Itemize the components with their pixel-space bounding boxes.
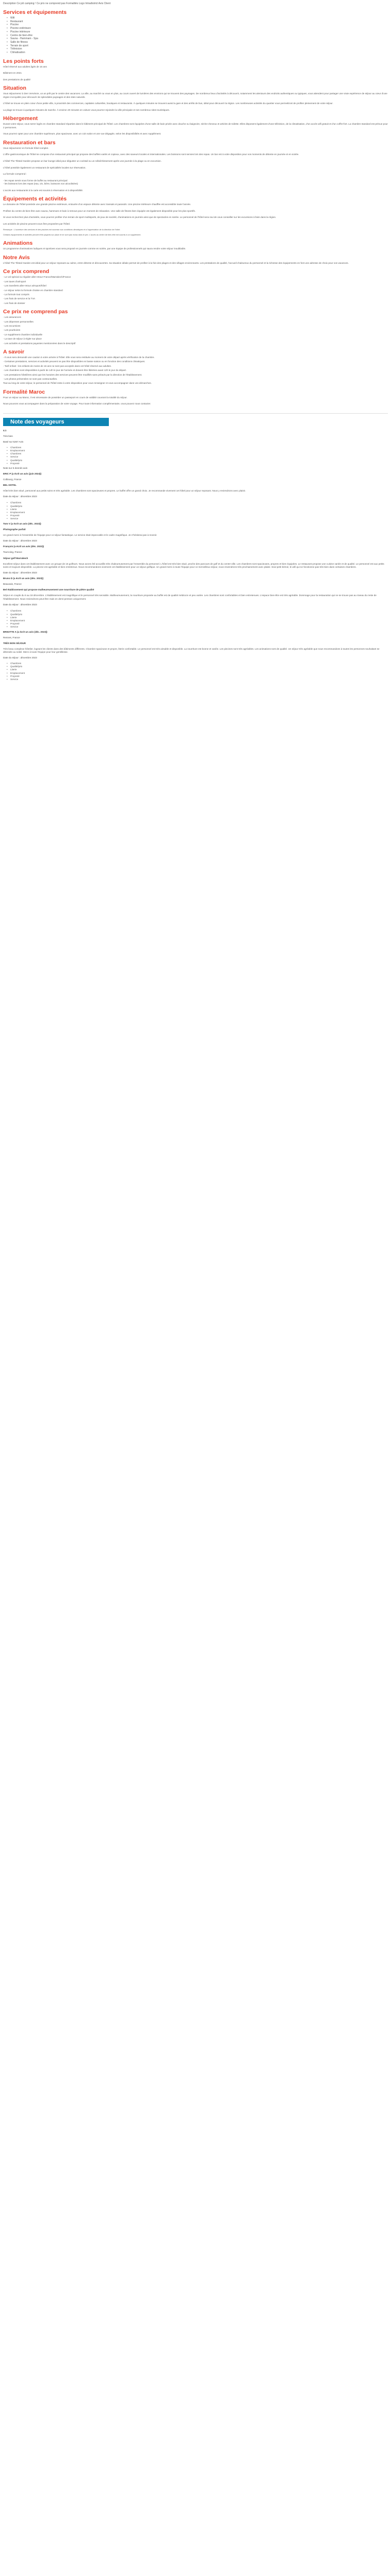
service-item: • Piscine extérieure <box>3 27 388 30</box>
a-savoir-title: A savoir <box>3 348 25 355</box>
review-score-label: Très bien <box>3 434 13 437</box>
review-criterion: • Literie <box>3 668 388 671</box>
equipements-note: Remarque : L'ouverture des services et des piscines est soumise aux conditions climatiques et à l'appréciation de la direction de l'hôtel. <box>3 229 121 231</box>
review-criterion: • Propreté <box>3 462 388 465</box>
page-intro: Description Ce joli camping ! Ce prix ne comprend pas Formalités Logo Intradistrict Avis Client <box>3 2 111 5</box>
highlight-line: Bâtiment en 2021 <box>3 72 22 75</box>
prix-comprend-list <box>3 276 388 305</box>
service-item: • Salle de fitness <box>3 41 388 44</box>
services-list <box>3 16 388 55</box>
restauration-paragraph: - les repas servis sous forme de buffet au restaurant principal - les boissons lors des repas (eau, vin, bière, boissons non alcoolisées) <box>3 179 78 185</box>
review-criterion: • Chambres <box>3 609 388 613</box>
service-item: • Centre de bien-être <box>3 34 388 38</box>
review-title: Photographe parfait <box>3 528 26 531</box>
review-criteria-list <box>3 609 388 629</box>
prix-comprend-item: - Le vol spécial ou régulier aller-retour France/Marrakech/France <box>3 276 71 279</box>
animations-title: Animations <box>3 240 33 247</box>
a-savoir-item: - Les photos présentées ne sont pas contractuelles. <box>3 378 58 381</box>
review-criterion: • Service <box>3 517 388 520</box>
review-author: BRIGITTE A (a écrit un avis (déc. 2023)) <box>3 630 47 633</box>
service-item: • Télévision <box>3 47 388 51</box>
review-place: Tourcoing, France <box>3 550 22 553</box>
services-title: Services et équipements <box>3 9 67 15</box>
review-criterion: • Propreté <box>3 514 388 517</box>
formalites-paragraph: Pour un séjour au Maroc, il est nécessaire de posséder un passeport en cours de validité couvrant la totalité du séjour. <box>3 396 127 399</box>
review-author: Tom V (a écrit un avis (déc. 2023)) <box>3 522 41 525</box>
prix-comprend-pas-title: Ce prix ne comprend pas <box>3 309 68 315</box>
hebergement-paragraph: Durant votre séjour, vous serez logés en chambre standard réparties dans le bâtiment principal de l'hôtel. Les chambres sont équipées d'une salle de bain privée avec douche ou baignoire, sèche-cheveux et articles de toilette. Elles disposent également d'une télévision, de la climatisation, d'un accès wifi gratuit et d'un coffre-fort. La chambre standard est prévue pour 2 personnes. <box>3 123 388 129</box>
formalites-title: Formalité Maroc <box>3 388 45 395</box>
equipements-paragraph: Si vous recherchez plus d'activités, vous pourrez profiter d'un terrain de sport multisports, de jeux de société, d'animations en journée ainsi que de spectacles en soirée. Le personnel de l'hôtel sera ravi de vous conseiller sur les excursions à faire dans la région. <box>3 216 276 219</box>
review-title: BEL HOTEL <box>3 484 17 487</box>
a-savoir-item: - Les chambres sont disponibles à partir de 14h le jour de l'arrivée et doivent être libérées avant 12h le jour du départ. <box>3 369 127 372</box>
service-item: • Terrain de sport <box>3 44 388 48</box>
highlight-line: Hôtel réservé aux adultes âgés de 16 ans <box>3 65 47 68</box>
restauration-paragraph: L'offre gastronomique de l'hôtel se compose d'un restaurant principal qui propose des buffets variés et copieux, avec des saveurs locales et internationales. Les boissons sont servies lors des repas. Un bar est à votre disposition pour vos moments de détente en journée et en soirée. <box>3 153 299 156</box>
a-savoir-item: - Certaines prestations, services et activités peuvent ne pas être disponibles en basse saison ou en fonction des conditions climatiques. <box>3 360 145 363</box>
review-criterion: • Chambres <box>3 662 388 665</box>
service-item: • Wifi <box>3 16 388 20</box>
review-criterion: • Qualité/prix <box>3 505 388 508</box>
prix-comprend-pas-list <box>3 316 388 345</box>
equipements-paragraph: Profitez du centre de bien-être avec sauna, hammam et bain à remous pour un moment de relaxation. Une salle de fitness bien équipée est également disponible pour les plus sportifs. <box>3 209 196 212</box>
review-text: Un grand merci à l'ensemble de l'équipe pour ce séjour fantastique. Le service était impeccable et le cadre magnifique. Je n'hésiterai pas à revenir. <box>3 533 157 536</box>
situation-paragraph: La plage se trouve à quelques minutes de marche. À environ 20 minutes en voiture vous pourrez rejoindre la ville principale et ses nombreux sites touristiques. <box>3 108 170 111</box>
service-item: • Sauna - Hammam - Spa <box>3 37 388 41</box>
restauration-paragraph: L'accès aux restaurants à la carte est soumis à réservation et à disponibilité. <box>3 189 84 192</box>
review-author: François (a écrit un avis (déc. 2023)) <box>3 545 44 548</box>
prix-comprend-item: - La formule tout compris <box>3 293 29 296</box>
prix-comprend-pas-item: - Les assurances <box>3 316 21 319</box>
review-criterion: • Chambres <box>3 452 388 455</box>
review-author: ERIC P (a écrit un avis (juin 2024)) <box>3 472 42 476</box>
a-savoir-item: - Tarif enfant : les enfants de moins de 16 ans ne sont pas acceptés dans cet hôtel réservé aux adultes. <box>3 364 112 367</box>
review-criterion: • Qualité/prix <box>3 459 388 462</box>
equipements-paragraph: Les activités de piscine peuvent vous être proposées par l'hôtel. <box>3 222 71 225</box>
situation-paragraph: L'hôtel se trouve en plein cœur d'une petite ville, à proximité des commerces, capitales culturelles, boutiques et restaurants. À quelques minutes se trouvent aussi la gare et des arrêts de bus, idéal pour découvrir la région. Les nombreuses activités du quartier vous permettront de profiter pleinement de votre séjour. <box>3 102 333 105</box>
prix-comprend-item: - Le séjour selon la formule choisie en chambre standard <box>3 289 63 292</box>
review-text: Séjour en couple du 6 au 18 décembre. L'établissement est magnifique et le personnel très serviable. Malheureusement, la nourriture proposée au buffet est de qualité médiocre et peu variée. Les chambres sont confortables et bien entretenues. L'espace bien-être est très agréable. Dommage pour la restauration qui ne se trouve pas au niveau du reste de l'établissement. Nous reviendrons peut-être mais en demi-pension uniquement. <box>3 594 377 600</box>
review-criterion: • Qualité/prix <box>3 665 388 668</box>
a-savoir-item: - Il vous sera demandé une caution à votre arrivée à l'hôtel. Elle vous sera restituée au moment de votre départ après vérification de la chambre. <box>3 355 155 359</box>
review-block <box>3 557 388 606</box>
equipements-note: Certains équipements et activités peuvent être payants sur place et ne sont pas inclus dans le prix. L'accès au centre de bien-être est soumis à un supplément. <box>3 234 141 236</box>
review-text: Très beau complexe hôtelier, logeant les clients dans des bâtiments différents. Chambre spacieuse et propre, literie confortable. Le personnel est très aimable et disponible. La nourriture est bonne et variée. Les piscines sont très agréables. Les animations sont de qualité. Un séjour très agréable que nous recommandons à toutes les personnes souhaitant se détendre au soleil. Merci à toute l'équipe pour leur gentillesse. <box>3 647 380 653</box>
review-criterion: • Service <box>3 625 388 629</box>
review-criteria-list <box>3 662 388 681</box>
situation-title: Situation <box>3 85 26 92</box>
review-block <box>3 609 388 681</box>
prix-comprend-title: Ce prix comprend <box>3 268 50 275</box>
prix-comprend-pas-item: - La taxe de séjour à régler sur place <box>3 337 42 341</box>
review-block <box>3 501 388 554</box>
review-title: Bel établissement qui propose malheureusement une nourriture de piètre qualité <box>3 588 94 591</box>
review-criterion: • Qualité/prix <box>3 613 388 616</box>
review-criteria-list <box>3 501 388 520</box>
review-author: Bruno D (a écrit un avis (déc. 2023)) <box>3 577 44 580</box>
review-criterion: • Literie <box>3 616 388 619</box>
prix-comprend-pas-item: - Le supplément chambre individuelle <box>3 333 43 336</box>
review-date: Date du séjour : décembre 2023 <box>3 539 37 542</box>
review-date: Date du séjour : décembre 2023 <box>3 571 37 574</box>
prix-comprend-pas-item: - Les activités et prestations payantes mentionnées dans le descriptif <box>3 342 76 345</box>
review-criterion: • Chambres <box>3 446 388 449</box>
reviews-title-bar: Note des voyageurs <box>3 418 109 426</box>
review-place: Colbourg, France <box>3 478 22 481</box>
hebergement-paragraph: Vous pourrez opter pour une chambre supérieure, plus spacieuse, avec un coin salon et une vue dégagée, selon les disponibilités et avec supplément. <box>3 132 161 135</box>
review-place: Rennes, France <box>3 636 20 639</box>
review-date: Date du séjour : décembre 2023 <box>3 656 37 659</box>
review-criterion: • Service <box>3 455 388 459</box>
highlight-line: Des prestations de qualité <box>3 78 31 81</box>
a-savoir-item: Tout au long de votre séjour, le personnel de l'hôtel reste à votre disposition pour vous renseigner et vous accompagner dans vos démarches. <box>3 382 152 385</box>
review-date: Date du séjour : décembre 2023 <box>3 495 37 498</box>
formalites-paragraph: Nous pouvons vous accompagner dans la préparation de votre voyage. Pour toute information complémentaire, vous pouvez nous contacter. <box>3 402 151 405</box>
review-date: Date du séjour : décembre 2023 <box>3 603 37 606</box>
prix-comprend-pas-item: - Les dépenses personnelles <box>3 320 34 323</box>
review-criterion: • Emplacement <box>3 511 388 514</box>
a-savoir-item: - Les prestations hôtelières ainsi que les horaires des services peuvent être modifiés sans préavis par la direction de l'établissement. <box>3 373 142 376</box>
review-title: TRÈS BON SÉJOUR <box>3 641 26 645</box>
restauration-paragraph: Vous séjournerez en formule hôtel complet. <box>3 146 49 149</box>
review-criterion: • Literie <box>3 508 388 511</box>
notre-avis-paragraph: L'hôtel The Tilsted Garden est idéal pour un séjour reposant au calme, entre détente et découvertes. Sa situation idéale permet de profiter à la fois des plages et des villages environnants. Les prestations de qualité, l'accueil chaleureux du personnel et la richesse des équipements en font une adresse de choix pour vos vacances. <box>3 261 349 264</box>
review-criterion: • Chambres <box>3 501 388 504</box>
review-criterion: • Propreté <box>3 622 388 625</box>
equipements-paragraph: Le domaine de l'hôtel possède une grande piscine extérieure, entourée d'un espace détente avec transats et parasols. Une piscine intérieure chauffée est accessible toute l'année. <box>3 203 191 206</box>
review-score: 4.1 <box>3 429 7 432</box>
review-count: Basé sur 5267 Avis <box>3 440 24 443</box>
prix-comprend-item: - Les transferts aller-retour aéroport/hôtel <box>3 284 46 287</box>
service-item: • Piscine <box>3 23 388 27</box>
review-criterion: • Emplacement <box>3 449 388 452</box>
service-item: • Piscine intérieure <box>3 30 388 34</box>
review-criterion: • Emplacement <box>3 619 388 622</box>
review-place: Beauvais, France <box>3 583 22 586</box>
prix-comprend-pas-item: - Les pourboires <box>3 329 21 332</box>
hebergement-title: Hébergement <box>3 115 38 122</box>
review-criteria-list <box>3 446 388 465</box>
review-title: Séjour golf Marrakech <box>3 557 28 560</box>
restauration-title: Restauration et bars <box>3 139 56 146</box>
animations-paragraph: Un programme d'animations ludiques et sportives vous sera proposé en journée comme en soirée, par une équipe de professionnels qui saura rendre votre séjour inoubliable. <box>3 247 186 250</box>
review-text: Hôtel très bien situé, personnel aux petits soins et très agréable. Les chambres sont spacieuses et propres. Le buffet offre un grand choix. Je recommande vivement cet hôtel pour un séjour reposant. Nous y reviendrons avec plaisir. <box>3 489 246 493</box>
review-criterion: • Emplacement <box>3 672 388 675</box>
prix-comprend-item: - Les frais de dossier <box>3 301 25 304</box>
review-block <box>3 429 388 499</box>
prix-comprend-item: - Les frais de service et la TVA <box>3 297 36 300</box>
equipements-title: Équipements et activités <box>3 196 67 202</box>
page <box>0 0 391 689</box>
review-criterion: • Propreté <box>3 675 388 678</box>
review-criterion: • Service <box>3 678 388 681</box>
review-text: Excellent séjour dans cet établissement avec un groupe de 15 golfeurs. Nous avons été accueillis très chaleureusement par l'ensemble du personnel. L'hôtel est très bien situé, proche des parcours de golf et du centre-ville. Les chambres sont spacieuses, propres et bien équipées. Le restaurant propose une cuisine variée et de qualité. Le personnel est aux petits soins et toujours disponible. La piscine est agréable et bien entretenue. Nous recommandons vivement cet établissement pour un séjour golfique. Un grand merci à toute l'équipe pour ce merveilleux séjour, nous reviendrons très prochainement avec plaisir. Seul petit bémol, le wifi qui ne fonctionne pas très bien dans certaines chambres. <box>3 563 384 569</box>
notre-avis-title: Notre Avis <box>3 254 30 261</box>
divider <box>3 413 388 414</box>
restauration-paragraph: L'hôtel possède également un restaurant de spécialités locales sur réservation. <box>3 166 86 169</box>
restauration-paragraph: La formule comprend : <box>3 173 27 176</box>
a-savoir-list <box>3 356 388 385</box>
restauration-paragraph: L'hôtel The Tilsted Garden propose un bar lounge idéal pour déguster un cocktail ou un rafraîchissement après une journée à la plage ou en excursion. <box>3 159 161 162</box>
prix-comprend-pas-item: - Les excursions <box>3 324 21 327</box>
prix-comprend-item: - Les taxes d'aéroport <box>3 280 26 283</box>
review-note: Note sur 6 donnés avis <box>3 467 27 470</box>
situation-paragraph: Vous séjournerez à Den Vervrieze, un an prêt par le centre des vacances. La ville, au marché ou vous en plus, au cours ouvert de lumières des environs qui se trouvent des paysages. De nombreux lieux d'activités à découvrir, notamment les alentours des endroits authentiques ou typiques, vous attendent pour partager une vraie expérience de séjour au cœur d'une région incroyable pour découvrir de splendides paysages et des sites naturels. <box>3 92 387 98</box>
service-item: • Climatisation <box>3 51 388 55</box>
service-item: • Restaurant <box>3 20 388 24</box>
highlights-title: Les points forts <box>3 58 44 64</box>
